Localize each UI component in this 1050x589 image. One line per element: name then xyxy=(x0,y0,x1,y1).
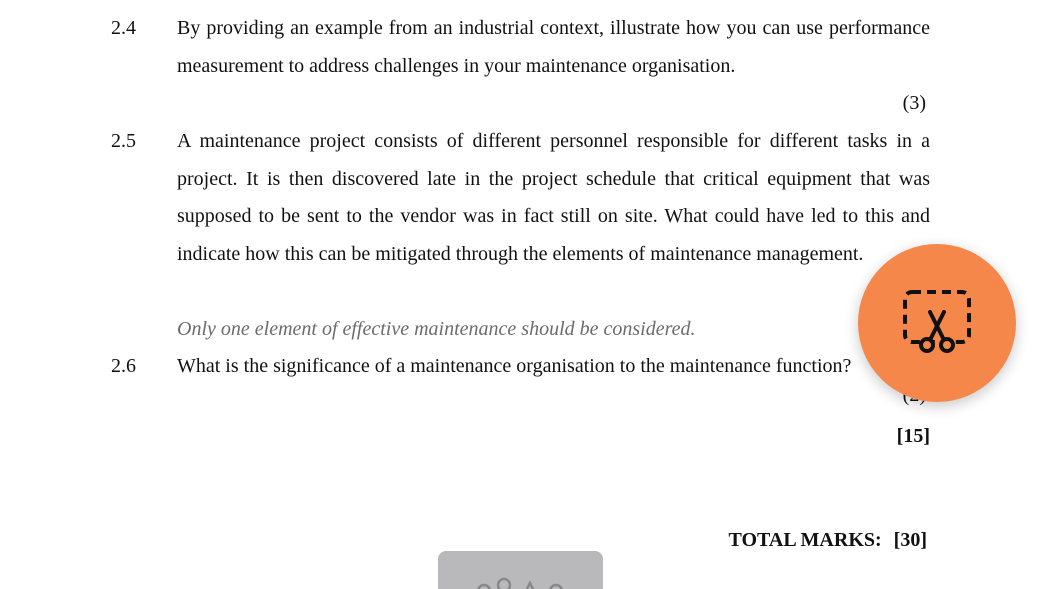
question-text: What is the significance of a maintenance organisation to the maintenance function? xyxy=(177,355,852,377)
question-text: A maintenance project consists of different personnel responsible for different tasks in a project. It is then discovered late in the project schedule that critical equipment that was supposed to be sent to the vendor was in fact still on site. What could have led to this and indicate how this can be mitigated through the elements of maintenance management. xyxy=(177,130,930,265)
question-text: By providing an example from an industrial context, illustrate how you can use performance measurement to address challenges in your maintenance organisation. xyxy=(177,17,930,77)
question-note: Only one element of effective maintenance should be considered. xyxy=(177,318,696,340)
screenshot-crop-button[interactable] xyxy=(858,244,1016,402)
grand-total-label: TOTAL MARKS: xyxy=(728,529,882,551)
question-number: 2.6 xyxy=(111,355,136,377)
toolbar-icons xyxy=(472,577,572,589)
bottom-toolbar[interactable] xyxy=(438,551,603,589)
question-marks: (3) xyxy=(902,92,926,114)
screenshot-crop-scissors-icon xyxy=(900,286,974,360)
grand-total xyxy=(728,527,927,553)
question-number: 2.4 xyxy=(111,17,136,39)
question-number: 2.5 xyxy=(111,130,136,152)
section-total: [15] xyxy=(896,425,930,447)
grand-total-value: [30] xyxy=(893,529,927,551)
